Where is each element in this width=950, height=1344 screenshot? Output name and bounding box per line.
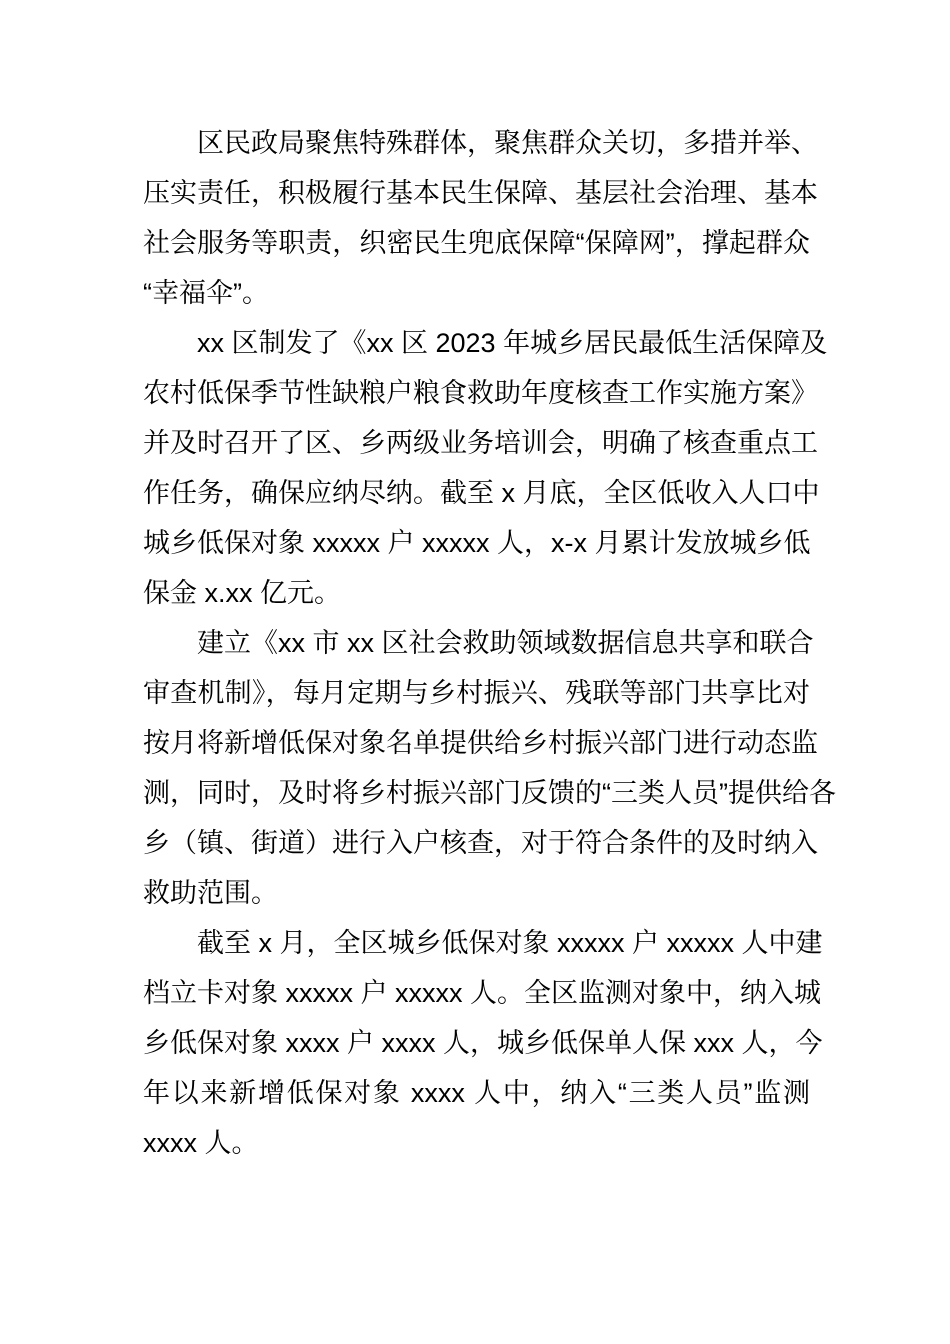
text-line: 建立《xx 市 xx 区社会救助领域数据信息共享和联合 [197, 628, 814, 658]
paragraph [143, 918, 823, 1168]
text-line: xxxx 人。 [143, 1128, 259, 1158]
text-line: 区民政局聚焦特殊群体，聚焦群众关切，多措并举、 [197, 128, 818, 158]
text-line: xx 区制发了《xx 区 2023 年城乡居民最低生活保障及 [197, 328, 828, 358]
text-line: 审查机制》，每月定期与乡村振兴、残联等部门共享比对 [143, 678, 810, 708]
text-line: 年以来新增低保对象 xxxx 人中，纳入“三类人员”监测 [143, 1078, 810, 1108]
text-line: 作任务，确保应纳尽纳。截至 x 月底，全区低收入人口中 [143, 478, 820, 508]
text-line: 城乡低保对象 xxxxx 户 xxxxx 人，x-x 月累计发放城乡低 [143, 528, 811, 558]
text-line: 压实责任，积极履行基本民生保障、基层社会治理、基本 [143, 178, 818, 208]
text-line: 农村低保季节性缺粮户粮食救助年度核查工作实施方案》 [143, 378, 818, 408]
paragraph [143, 118, 818, 318]
text-line: 乡低保对象 xxxx 户 xxxx 人，城乡低保单人保 xxx 人，今 [143, 1028, 823, 1058]
paragraph [143, 618, 836, 918]
text-line: 保金 x.xx 亿元。 [143, 578, 342, 608]
text-line: 社会服务等职责，织密民生兜底保障“保障网”，撑起群众 [143, 228, 810, 258]
text-line: 乡（镇、街道）进行入户核查，对于符合条件的及时纳入 [143, 828, 818, 858]
text-line: 测，同时，及时将乡村振兴部门反馈的“三类人员”提供给各 [143, 778, 836, 808]
text-line: 档立卡对象 xxxxx 户 xxxxx 人。全区监测对象中，纳入城 [143, 978, 822, 1008]
text-line: 按月将新增低保对象名单提供给乡村振兴部门进行动态监 [143, 728, 818, 758]
text-line: “幸福伞”。 [143, 278, 269, 308]
paragraph [143, 318, 828, 618]
text-line: 救助范围。 [143, 878, 278, 908]
text-line: 并及时召开了区、乡两级业务培训会，明确了核查重点工 [143, 428, 818, 458]
document-body [143, 118, 836, 1168]
text-line: 截至 x 月，全区城乡低保对象 xxxxx 户 xxxxx 人中建 [197, 928, 823, 958]
